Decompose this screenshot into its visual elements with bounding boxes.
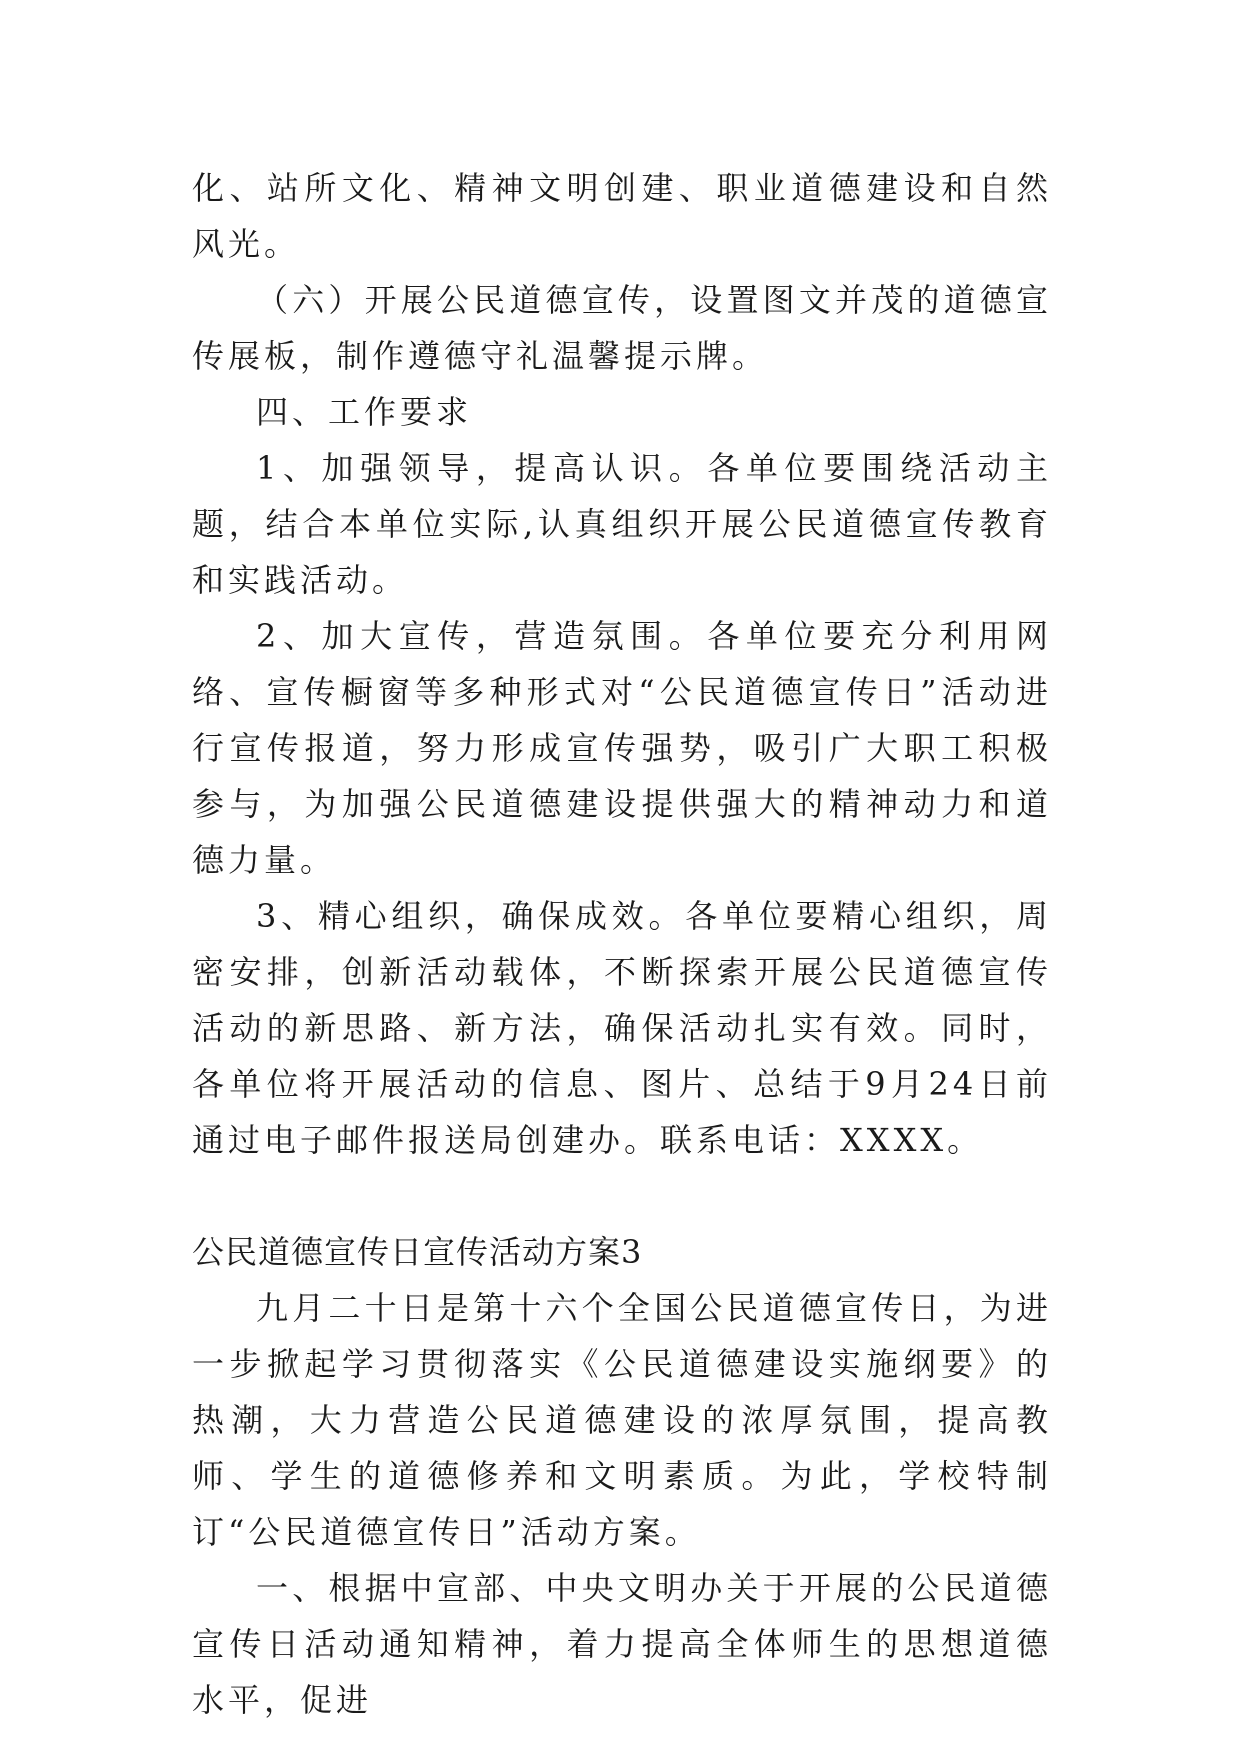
- paragraph-intro: 九月二十日是第十六个全国公民道德宣传日，为进一步掀起学习贯彻落实《公民道德建设实施纲要》的热潮，大力营造公民道德建设的浓厚氛围，提高教师、学生的道德修养和文明素质。为此，学校特制订“公民道德宣传日”活动方案。: [192, 1289, 1052, 1551]
- document-section-title: 公民道德宣传日宣传活动方案3: [192, 1233, 643, 1271]
- document-body: [192, 160, 1052, 1728]
- paragraph-point-1: 一、根据中宣部、中央文明办关于开展的公民道德宣传日活动通知精神，着力提高全体师生的思想道德水平，促进: [192, 1569, 1052, 1719]
- paragraph-requirement-2: 2、加大宣传，营造氛围。各单位要充分利用网络、宣传橱窗等多种形式对“公民道德宣传日”活动进行宣传报道，努力形成宣传强势，吸引广大职工积极参与，为加强公民道德建设提供强大的精神动力和道德力量。: [192, 617, 1052, 879]
- section-heading-work-requirements: 四、工作要求: [256, 393, 473, 431]
- paragraph-requirement-3: 3、精心组织，确保成效。各单位要精心组织，周密安排，创新活动载体，不断探索开展公民道德宣传活动的新思路、新方法，确保活动扎实有效。同时，各单位将开展活动的信息、图片、总结于9月24日前通过电子邮件报送局创建办。联系电话：XXXX。: [192, 897, 1052, 1159]
- paragraph-requirement-1: 1、加强领导，提高认识。各单位要围绕活动主题，结合本单位实际,认真组织开展公民道德宣传教育和实践活动。: [192, 449, 1052, 599]
- paragraph-item-six: （六）开展公民道德宣传，设置图文并茂的道德宣传展板，制作遵德守礼温馨提示牌。: [192, 281, 1052, 375]
- paragraph-continuation: 化、站所文化、精神文明创建、职业道德建设和自然风光。: [192, 169, 1052, 263]
